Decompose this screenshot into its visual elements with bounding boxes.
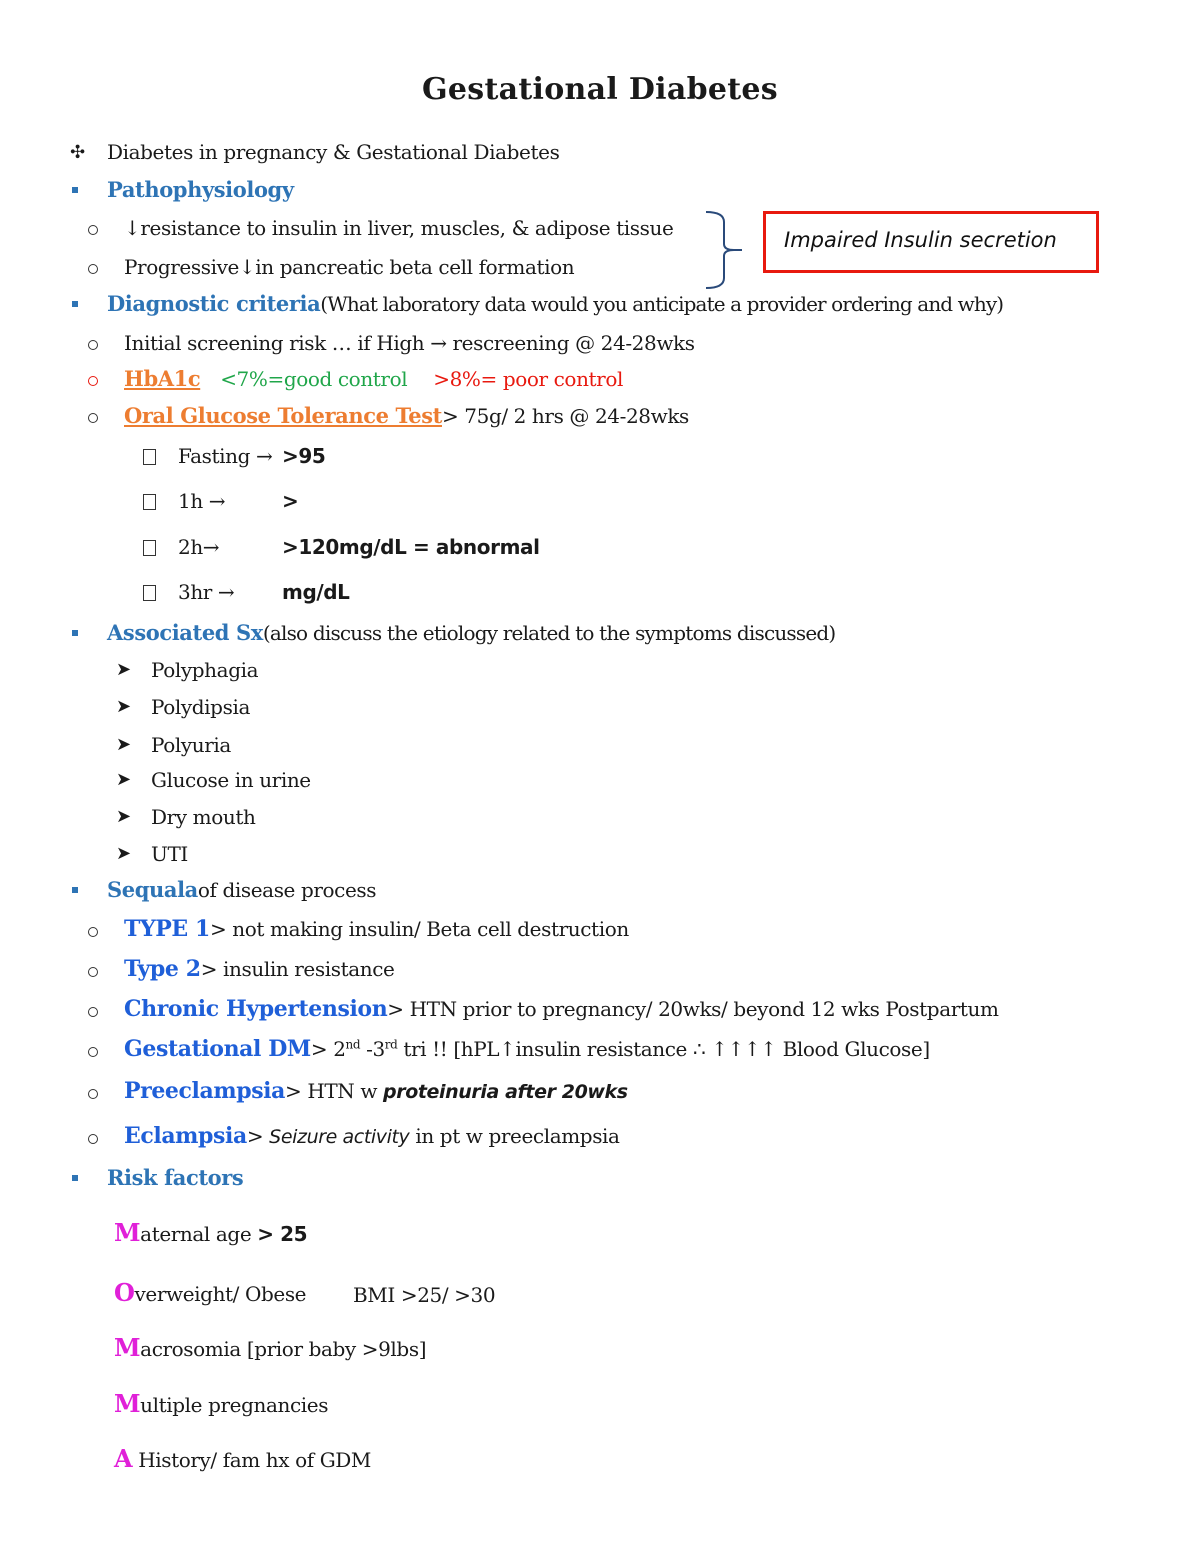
circle-bullet-icon	[88, 1089, 98, 1099]
risk-letter: A	[114, 1444, 133, 1473]
eclampsia-italic: Seizure activity	[269, 1126, 410, 1148]
ogtt-fasting-value: >95	[282, 444, 326, 468]
preeclampsia-italic: proteinuria after 20wks	[383, 1081, 628, 1103]
page-title: Gestational Diabetes	[422, 72, 778, 107]
eclampsia-line	[124, 1124, 620, 1149]
preeclampsia-label: Preeclampsia	[124, 1078, 285, 1104]
gdm-sup1: nd	[345, 1037, 361, 1052]
type2-line	[124, 957, 394, 981]
hba1c-label: HbA1c	[124, 366, 201, 391]
arrow-bullet-icon: ➤	[116, 843, 132, 864]
circle-bullet-icon	[88, 1007, 98, 1017]
symptom-item: Polyuria	[151, 733, 231, 757]
risk-letter: O	[114, 1278, 135, 1307]
risk-item-macrosomia	[114, 1333, 427, 1362]
circle-bullet-icon	[88, 1134, 98, 1144]
eclampsia-post: in pt w preeclampsia	[409, 1124, 620, 1148]
circle-bullet-icon	[88, 967, 98, 977]
ogtt-1h-value: >	[282, 489, 299, 513]
square-bullet-icon	[72, 301, 78, 307]
risk-item-maternal	[114, 1218, 308, 1247]
symptoms-note: (also discuss the etiology related to the symptoms discussed)	[262, 621, 836, 645]
ogtt-1h-time: 1h →	[178, 489, 226, 513]
chronic-line	[124, 997, 999, 1021]
preeclampsia-text: > HTN w	[285, 1079, 384, 1103]
gdm-label: Gestational DM	[124, 1036, 311, 1062]
symptom-item: Polydipsia	[151, 695, 250, 719]
hba1c-poor: >8%= poor control	[433, 367, 623, 391]
risk-letter: M	[114, 1389, 141, 1418]
checkbox-placeholder-icon	[143, 494, 156, 510]
risk-letter: M	[114, 1333, 141, 1362]
risk-item-overweight	[114, 1278, 307, 1307]
circle-bullet-icon	[88, 225, 98, 235]
checkbox-placeholder-icon	[143, 449, 156, 465]
symptoms-heading-line	[107, 621, 835, 645]
risk-text: History/ fam hx of GDM	[132, 1448, 371, 1472]
type2-text: > insulin resistance	[200, 957, 395, 981]
square-bullet-icon	[72, 1175, 78, 1181]
pathophysiology-heading: Pathophysiology	[107, 177, 294, 202]
callout-box: Impaired Insulin secretion	[763, 211, 1099, 273]
circle-bullet-icon	[88, 376, 98, 386]
sequala-heading: Sequala	[107, 877, 198, 902]
symptoms-heading: Associated Sx	[107, 620, 263, 645]
square-bullet-icon	[72, 630, 78, 636]
gdm-line	[124, 1037, 930, 1061]
checkbox-placeholder-icon	[143, 540, 156, 556]
square-bullet-icon	[72, 187, 78, 193]
gdm-post: tri !! [hPL↑insulin resistance ∴ ↑↑↑↑ Blood Glucose]	[397, 1037, 930, 1061]
symptom-item: UTI	[151, 842, 188, 866]
risk-item-multiple	[114, 1389, 329, 1418]
arrow-bullet-icon: ➤	[116, 696, 132, 717]
risk-heading: Risk factors	[107, 1165, 244, 1190]
chronic-text: > HTN prior to pregnancy/ 20wks/ beyond 12 wks Postpartum	[387, 997, 999, 1021]
preeclampsia-line	[124, 1079, 628, 1104]
circle-bullet-icon	[88, 264, 98, 274]
right-brace-icon	[704, 208, 744, 292]
chronic-label: Chronic Hypertension	[124, 996, 388, 1022]
diamond-bullet-icon: ✣	[70, 142, 86, 163]
arrow-bullet-icon: ➤	[116, 769, 132, 790]
hba1c-good: <7%=good control	[220, 367, 408, 391]
gdm-pre: > 2	[310, 1037, 346, 1061]
square-bullet-icon	[72, 887, 78, 893]
arrow-bullet-icon: ➤	[116, 659, 132, 680]
arrow-bullet-icon: ➤	[116, 806, 132, 827]
symptom-item: Dry mouth	[151, 805, 256, 829]
gdm-sup2: rd	[384, 1037, 398, 1052]
circle-bullet-icon	[88, 413, 98, 423]
type1-label: TYPE 1	[124, 916, 210, 942]
ogtt-label: Oral Glucose Tolerance Test	[124, 403, 442, 428]
patho-item-2: Progressive↓in pancreatic beta cell formation	[124, 255, 575, 279]
ogtt-2h-value: >120mg/dL = abnormal	[282, 535, 540, 559]
risk-bold: > 25	[257, 1222, 308, 1246]
sequala-note: of disease process	[197, 878, 377, 902]
circle-bullet-icon	[88, 1047, 98, 1057]
risk-text: ultiple pregnancies	[140, 1393, 329, 1417]
symptom-item: Polyphagia	[151, 658, 259, 682]
eclampsia-text: >	[246, 1124, 270, 1148]
ogtt-line	[124, 404, 689, 428]
symptom-item: Glucose in urine	[151, 768, 311, 792]
arrow-bullet-icon: ➤	[116, 734, 132, 755]
type2-label: Type 2	[124, 956, 201, 982]
diagnostic-note: (What laboratory data would you anticipate a provider ordering and why)	[320, 292, 1004, 316]
circle-bullet-icon	[88, 927, 98, 937]
ogtt-3h-value: mg/dL	[282, 580, 350, 604]
type1-line	[124, 917, 629, 941]
ogtt-detail: > 75g/ 2 hrs @ 24-28wks	[441, 404, 689, 428]
risk-item-history	[114, 1444, 371, 1473]
diagnostic-heading-line	[107, 292, 1003, 316]
circle-bullet-icon	[88, 340, 98, 350]
gdm-mid: -3	[360, 1037, 385, 1061]
risk-text: verweight/ Obese	[134, 1282, 307, 1306]
patho-item-1: ↓resistance to insulin in liver, muscles, & adipose tissue	[124, 216, 674, 240]
diagnostic-heading: Diagnostic criteria	[107, 291, 321, 316]
ogtt-3h-time: 3hr →	[178, 580, 235, 604]
risk-text: aternal age	[140, 1222, 258, 1246]
sequala-heading-line	[107, 878, 376, 902]
type1-text: > not making insulin/ Beta cell destruction	[209, 917, 629, 941]
ogtt-fasting-time: Fasting →	[178, 444, 273, 468]
eclampsia-label: Eclampsia	[124, 1123, 247, 1149]
risk-bmi: BMI >25/ >30	[353, 1283, 496, 1307]
intro-text: Diabetes in pregnancy & Gestational Diabetes	[107, 140, 560, 164]
risk-letter: M	[114, 1218, 141, 1247]
screening-text: Initial screening risk … if High → rescreening @ 24-28wks	[124, 331, 695, 355]
checkbox-placeholder-icon	[143, 585, 156, 601]
risk-text: acrosomia [prior baby >9lbs]	[140, 1337, 427, 1361]
hba1c-line	[124, 367, 623, 391]
ogtt-2h-time: 2h→	[178, 535, 220, 559]
